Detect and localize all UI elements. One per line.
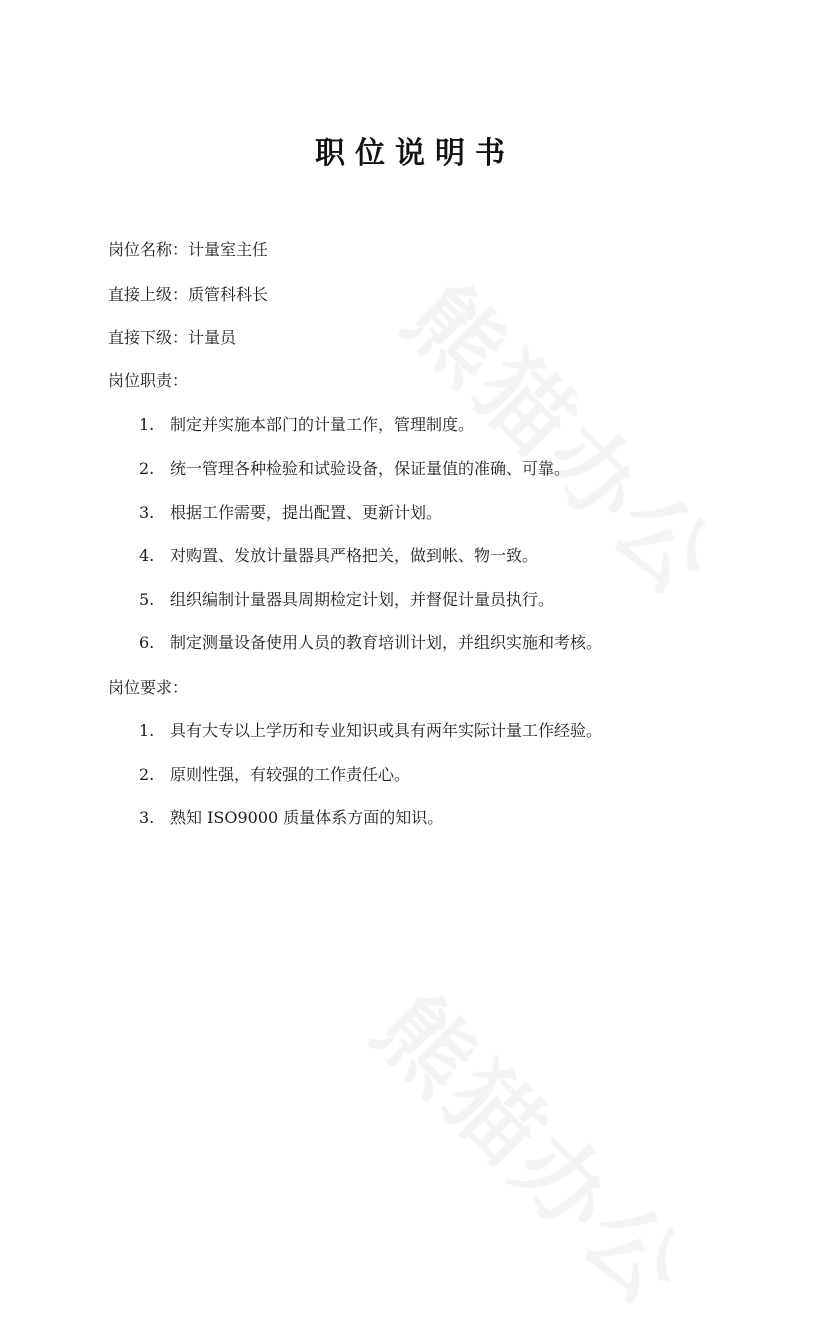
item-number: 3.: [139, 808, 155, 827]
item-number: 6.: [139, 633, 155, 652]
item-text: 制定测量设备使用人员的教育培训计划，并组织实施和考核。: [170, 633, 603, 652]
list-item: [139, 807, 443, 829]
position-name: 岗位名称：计量室主任: [108, 240, 269, 259]
item-text: 具有大专以上学历和专业知识或具有两年实际计量工作经验。: [170, 721, 603, 740]
list-item: [139, 632, 602, 654]
item-text: 原则性强，有较强的工作责任心。: [170, 765, 411, 784]
list-item: [139, 720, 602, 742]
list-item: [139, 502, 442, 524]
item-text: 对购置、发放计量器具严格把关，做到帐、物一致。: [170, 546, 539, 565]
item-text: 熟知 ISO9000 质量体系方面的知识。: [170, 808, 444, 827]
direct-subordinate: 直接下级：计量员: [108, 328, 237, 347]
responsibilities-heading: 岗位职责：: [108, 371, 189, 390]
list-item: [139, 764, 410, 786]
item-number: 1.: [139, 415, 155, 434]
item-number: 5.: [139, 590, 155, 609]
requirements-heading: 岗位要求：: [108, 678, 189, 697]
list-item: [139, 458, 570, 480]
watermark: [351, 961, 722, 1331]
item-number: 3.: [139, 503, 155, 522]
item-text: 根据工作需要，提出配置、更新计划。: [170, 503, 443, 522]
list-item: [139, 414, 474, 436]
page-title: 职位说明书: [315, 136, 515, 171]
item-number: 2.: [139, 765, 155, 784]
item-text: 统一管理各种检验和试验设备，保证量值的准确、可靠。: [170, 459, 571, 478]
item-text: 组织编制计量器具周期检定计划，并督促计量员执行。: [170, 590, 555, 609]
list-item: [139, 545, 538, 567]
item-number: 2.: [139, 459, 155, 478]
item-text: 制定并实施本部门的计量工作，管理制度。: [170, 415, 475, 434]
item-number: 4.: [139, 546, 155, 565]
direct-superior: 直接上级：质管科科长: [108, 285, 269, 304]
list-item: [139, 589, 554, 611]
item-number: 1.: [139, 721, 155, 740]
